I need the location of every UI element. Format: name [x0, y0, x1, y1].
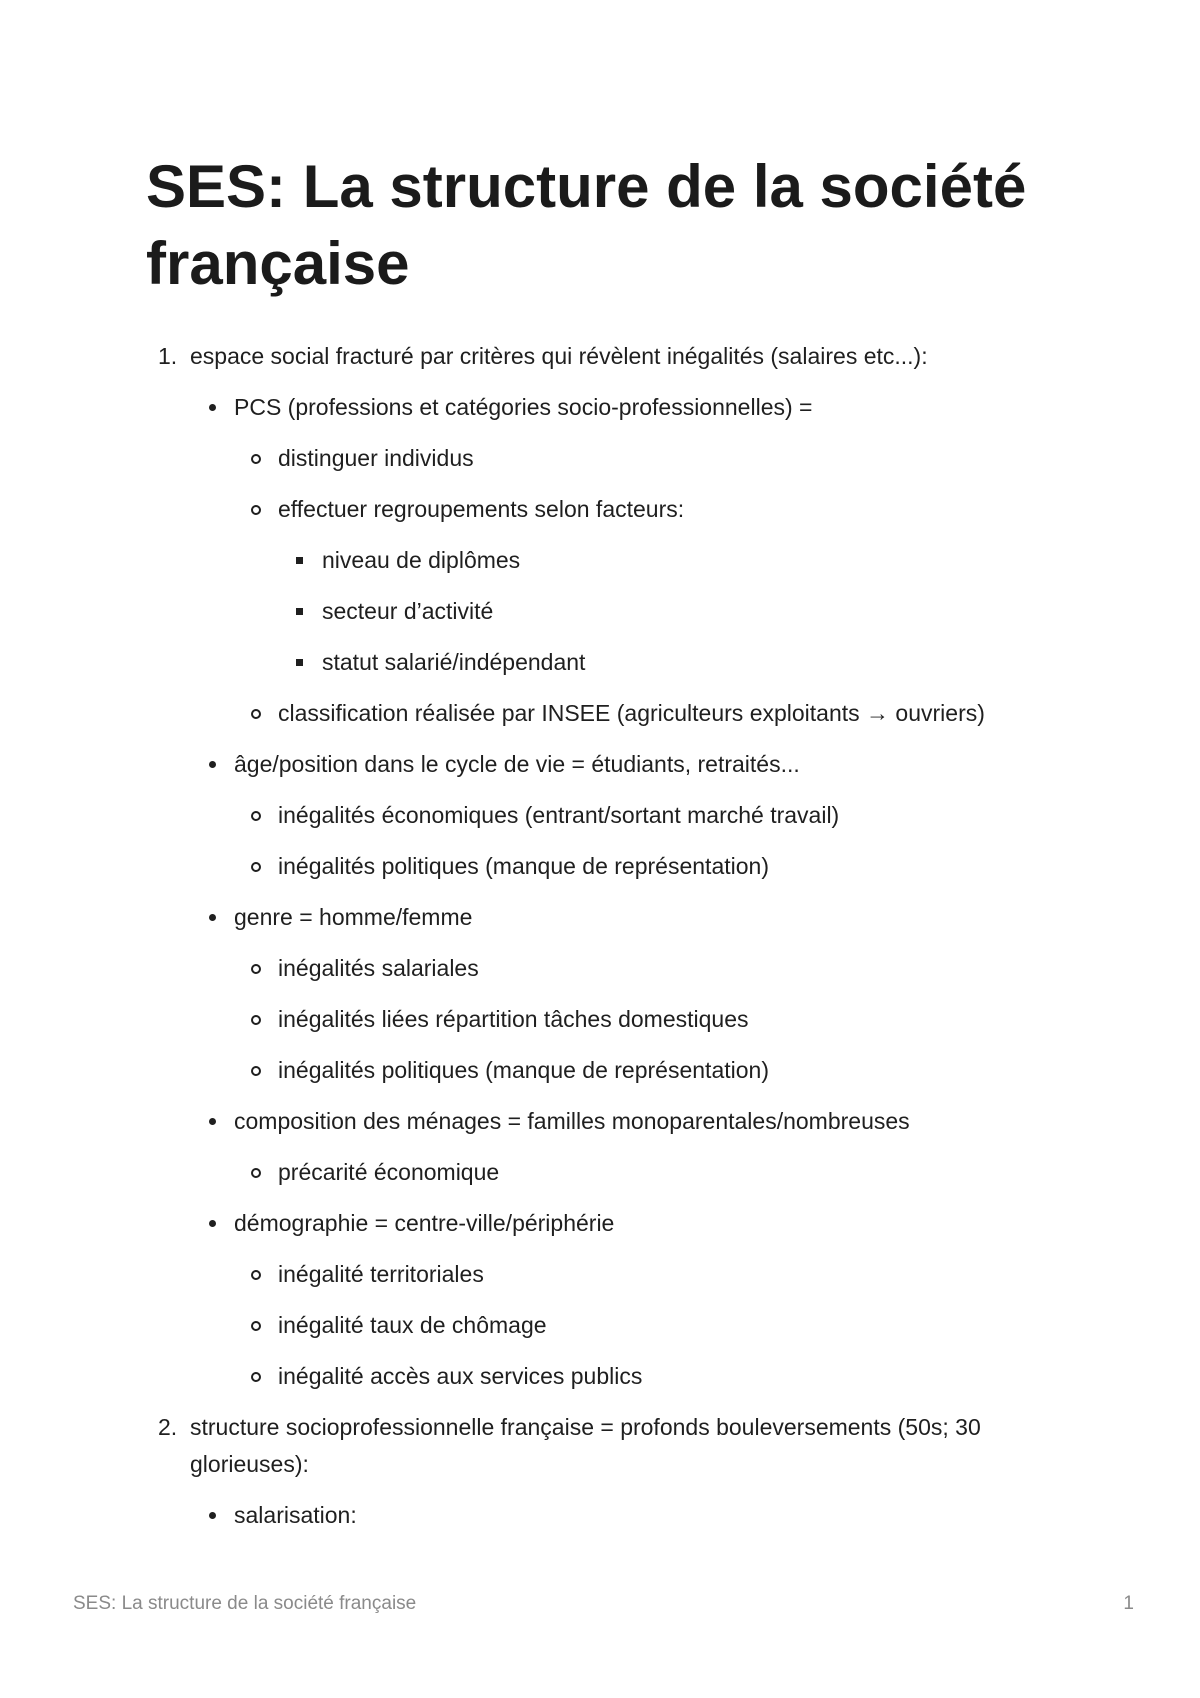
list-item — [234, 1052, 1066, 1103]
circle-bullet-icon — [251, 1066, 261, 1076]
list-item — [234, 1358, 1066, 1409]
section-2 — [146, 1409, 1066, 1548]
section-1 — [146, 338, 1066, 1409]
circle-bullet-icon — [251, 1015, 261, 1025]
page-title: SES: La structure de la société française — [146, 153, 1027, 297]
list-item-text: niveau de diplômes — [322, 547, 521, 573]
list-item-text: inégalité territoriales — [278, 1261, 484, 1287]
list-item-text: effectuer regroupements selon facteurs: — [278, 496, 685, 522]
disc-bullet-icon — [209, 1118, 216, 1125]
list-item — [190, 899, 1066, 1103]
level3-list — [278, 542, 1066, 695]
list-item — [234, 491, 1066, 695]
disc-bullet-icon — [209, 404, 216, 411]
list-item-text: PCS (professions et catégories socio-professionnelles) = — [234, 394, 813, 420]
section-number: 2. — [158, 1414, 178, 1440]
list-item-text: classification réalisée par INSEE (agriculteurs exploitants → ouvriers) — [278, 700, 985, 726]
list-item-text: inégalités salariales — [278, 955, 479, 981]
circle-bullet-icon — [251, 964, 261, 974]
circle-bullet-icon — [251, 1372, 261, 1382]
disc-bullet-icon — [209, 914, 216, 921]
list-item-text: genre = homme/femme — [234, 904, 473, 930]
list-item-text: inégalité taux de chômage — [278, 1312, 547, 1338]
list-item-text: secteur d’activité — [322, 598, 494, 624]
document-body — [146, 338, 1066, 1548]
level2-list — [234, 440, 1066, 746]
circle-bullet-icon — [251, 1270, 261, 1280]
circle-bullet-icon — [251, 1168, 261, 1178]
circle-bullet-icon — [251, 454, 261, 464]
circle-bullet-icon — [251, 811, 261, 821]
main-list — [146, 338, 1066, 1548]
list-item — [190, 1205, 1066, 1409]
list-item-text: salarisation: — [234, 1502, 357, 1528]
section-text: structure socioprofessionnelle française = profonds bouleversements (50s; 30 glorieuses): — [190, 1414, 981, 1477]
disc-bullet-icon — [209, 1220, 216, 1227]
square-bullet-icon — [296, 659, 303, 666]
level1-list — [190, 389, 1066, 1409]
section-text: espace social fracturé par critères qui révèlent inégalités (salaires etc...): — [190, 343, 928, 369]
list-item — [190, 1497, 1066, 1548]
level2-list — [234, 950, 1066, 1103]
list-item — [190, 389, 1066, 746]
list-item — [278, 542, 1066, 593]
list-item — [234, 695, 1066, 746]
list-item-text: composition des ménages = familles monoparentales/nombreuses — [234, 1108, 910, 1134]
level2-list — [234, 1154, 1066, 1205]
list-item — [234, 797, 1066, 848]
list-item-text: démographie = centre-ville/périphérie — [234, 1210, 615, 1236]
square-bullet-icon — [296, 608, 303, 615]
list-item-text: inégalités liées répartition tâches domestiques — [278, 1006, 749, 1032]
list-item — [278, 644, 1066, 695]
level1-list — [190, 1497, 1066, 1548]
list-item — [278, 593, 1066, 644]
list-item-text: âge/position dans le cycle de vie = étudiants, retraités... — [234, 751, 800, 777]
list-item — [234, 848, 1066, 899]
section-number: 1. — [158, 343, 178, 369]
list-item — [234, 1154, 1066, 1205]
list-item-text: inégalités politiques (manque de représentation) — [278, 853, 769, 879]
list-item-text: précarité économique — [278, 1159, 500, 1185]
circle-bullet-icon — [251, 1321, 261, 1331]
list-item — [234, 950, 1066, 1001]
list-item — [234, 1001, 1066, 1052]
list-item — [234, 1307, 1066, 1358]
list-item — [190, 1103, 1066, 1205]
disc-bullet-icon — [209, 1512, 216, 1519]
list-item-text: inégalité accès aux services publics — [278, 1363, 643, 1389]
list-item — [234, 440, 1066, 491]
level2-list — [234, 1256, 1066, 1409]
circle-bullet-icon — [251, 862, 261, 872]
section-heading — [158, 1409, 1066, 1497]
list-item-text: inégalités économiques (entrant/sortant marché travail) — [278, 802, 840, 828]
circle-bullet-icon — [251, 709, 261, 719]
level2-list — [234, 797, 1066, 899]
footer-title: SES: La structure de la société française — [73, 1593, 417, 1614]
section-heading — [158, 338, 1066, 389]
list-item-text: distinguer individus — [278, 445, 474, 471]
list-item — [234, 1256, 1066, 1307]
list-item-text: inégalités politiques (manque de représentation) — [278, 1057, 769, 1083]
disc-bullet-icon — [209, 761, 216, 768]
list-item-text: statut salarié/indépendant — [322, 649, 586, 675]
circle-bullet-icon — [251, 505, 261, 515]
list-item — [190, 746, 1066, 899]
square-bullet-icon — [296, 557, 303, 564]
footer-page-number: 1 — [1123, 1593, 1134, 1614]
